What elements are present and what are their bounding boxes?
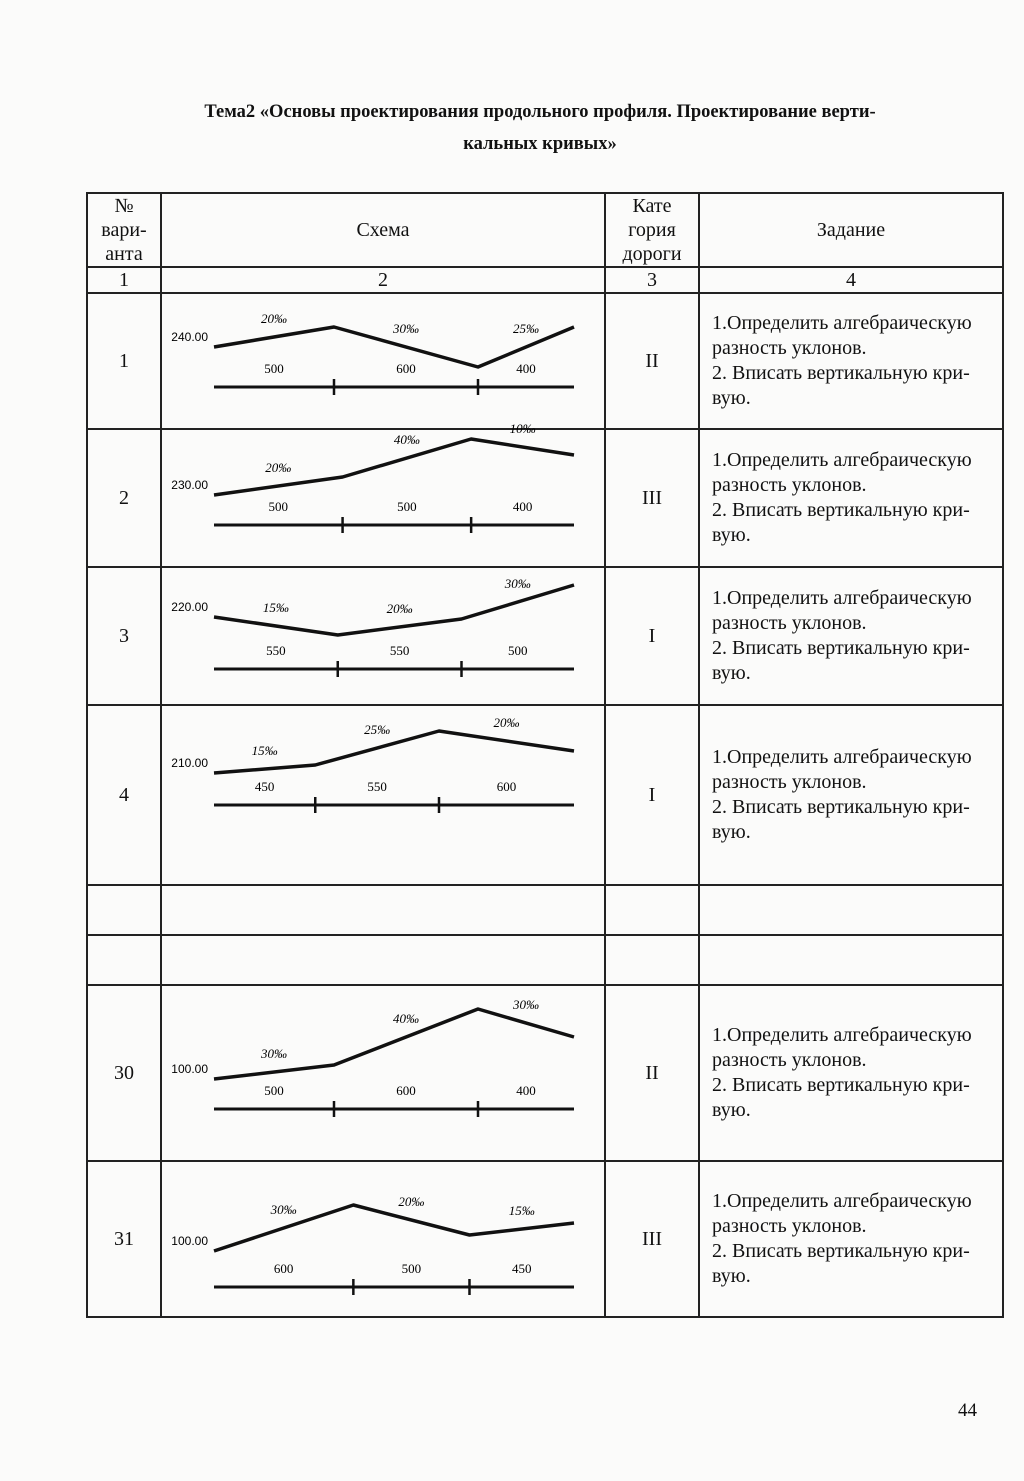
scheme-cell [161,705,605,885]
page-number: 44 [958,1400,977,1421]
length-label: 600 [496,779,517,794]
length-label: 450 [254,779,275,794]
variant-row [87,293,1003,429]
length-label: 400 [516,361,536,376]
grade-label: 20‰ [493,715,520,730]
title-line-2: кальных кривых» [463,134,617,154]
length-label: 500 [397,499,417,514]
variant-row [87,1161,1003,1317]
title-line-1: Тема2 «Основы проектирования продольного профиля. Проектирование верти- [204,102,876,122]
profile-scheme [162,569,602,703]
header-row [87,193,1003,267]
length-label: 400 [512,499,533,514]
road-category: II [605,985,699,1161]
column-number: 1 [87,267,161,293]
header-category: Кате гория дороги [605,193,699,267]
grade-label: 20‰ [386,601,413,616]
profile-scheme [162,421,602,565]
grade-label: 30‰ [504,576,531,591]
road-category: III [605,429,699,567]
road-category: I [605,705,699,885]
task-text: 1.Определить алгебраическую разность уклонов. 2. Вписать вертикальную кри- вую. [699,1161,1003,1317]
profile-scheme [162,987,602,1159]
grade-label: 40‰ [393,432,420,447]
scheme-cell [161,567,605,705]
grade-label: 20‰ [398,1194,425,1209]
road-category: III [605,1161,699,1317]
variants-table [86,192,1004,1318]
scheme-cell [161,421,605,567]
length-label: 600 [273,1261,294,1276]
grade-label: 30‰ [393,321,419,336]
grade-label: 15‰ [251,743,278,758]
profile-scheme [162,295,602,427]
grade-label: 30‰ [513,997,539,1012]
empty-row [87,935,1003,985]
column-number: 4 [699,267,1003,293]
header-variant: № вари- анта [87,193,161,267]
header-task: Задание [699,193,1003,267]
variant-number: 2 [87,429,161,567]
length-label: 400 [516,1083,536,1098]
header-scheme: Схема [161,193,605,267]
task-text: 1.Определить алгебраическую разность уклонов. 2. Вписать вертикальную кри- вую. [699,705,1003,885]
profile-scheme [162,707,602,883]
length-label: 550 [389,643,410,658]
start-elevation-label: 100.00 [171,1062,208,1076]
grade-label: 10‰ [509,421,536,436]
length-label: 500 [401,1261,422,1276]
grade-label: 40‰ [393,1011,419,1026]
length-label: 500 [508,643,528,658]
grade-label: 30‰ [261,1046,287,1061]
variant-row [87,985,1003,1161]
grade-label: 15‰ [508,1203,535,1218]
grade-label: 15‰ [262,600,289,615]
scheme-cell [161,985,605,1161]
road-category: II [605,293,699,429]
variant-number: 30 [87,985,161,1161]
road-category: I [605,567,699,705]
task-text: 1.Определить алгебраическую разность уклонов. 2. Вписать вертикальную кри- вую. [699,429,1003,567]
column-number: 2 [161,267,605,293]
start-elevation-label: 100.00 [171,1234,208,1248]
length-label: 550 [266,643,286,658]
length-label: 500 [264,1083,284,1098]
grade-label: 30‰ [270,1202,297,1217]
variant-number: 1 [87,293,161,429]
grade-label: 25‰ [513,321,539,336]
start-elevation-label: 240.00 [171,330,208,344]
length-label: 600 [396,361,416,376]
column-number-row [87,267,1003,293]
grade-label: 20‰ [261,311,287,326]
scheme-cell [161,293,605,429]
task-text: 1.Определить алгебраическую разность уклонов. 2. Вписать вертикальную кри- вую. [699,985,1003,1161]
variant-number: 4 [87,705,161,885]
length-label: 500 [268,499,289,514]
page-title [150,96,930,160]
variant-row [87,429,1003,567]
profile-scheme [162,1163,602,1315]
variant-number: 31 [87,1161,161,1317]
task-text: 1.Определить алгебраическую разность уклонов. 2. Вписать вертикальную кри- вую. [699,567,1003,705]
variant-number: 3 [87,567,161,705]
variant-row [87,567,1003,705]
grade-label: 25‰ [364,722,391,737]
start-elevation-label: 230.00 [171,478,208,492]
length-label: 600 [396,1083,416,1098]
scheme-cell [161,1161,605,1317]
task-text: 1.Определить алгебраическую разность уклонов. 2. Вписать вертикальную кри- вую. [699,293,1003,429]
variant-row [87,705,1003,885]
empty-row [87,885,1003,935]
length-label: 450 [511,1261,532,1276]
column-number: 3 [605,267,699,293]
length-label: 550 [367,779,387,794]
start-elevation-label: 220.00 [171,600,208,614]
grade-label: 20‰ [265,460,292,475]
length-label: 500 [264,361,284,376]
start-elevation-label: 210.00 [171,756,208,770]
